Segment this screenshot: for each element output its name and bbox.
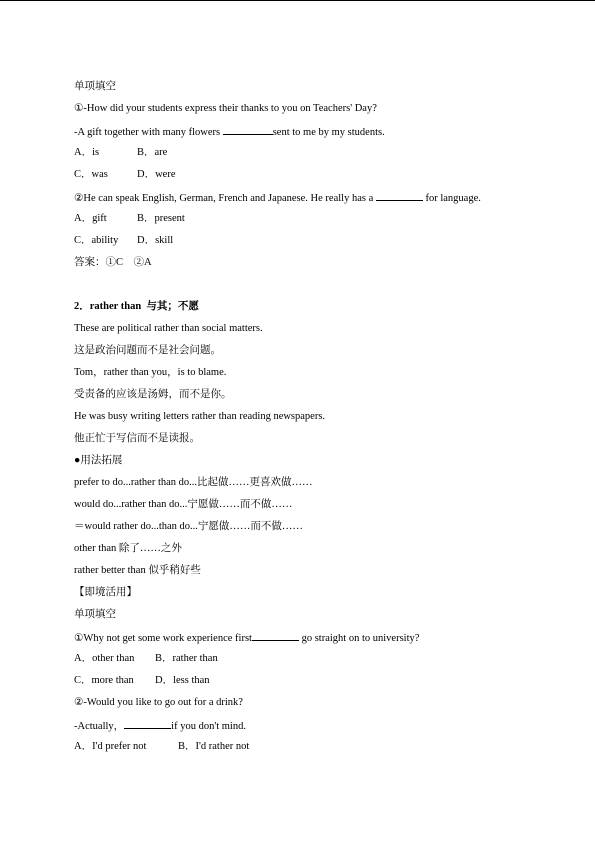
usage-item: rather better than 似乎稍好些 bbox=[74, 565, 201, 576]
option-d: D．were bbox=[137, 169, 176, 180]
usage-item: other than 除了……之外 bbox=[74, 543, 182, 554]
example-sentence: These are political rather than social matters. bbox=[74, 323, 263, 334]
option-b: B．present bbox=[137, 213, 185, 224]
section-heading: 单项填空 bbox=[74, 81, 116, 92]
example-translation: 这是政治问题而不是社会问题。 bbox=[74, 345, 221, 356]
question-1-stem bbox=[74, 102, 377, 115]
usage-item: prefer to do...rather than do...比起做……更喜欢做…… bbox=[74, 477, 313, 488]
answer-blank bbox=[252, 630, 299, 641]
exercise-heading: 单项填空 bbox=[74, 609, 116, 620]
option-a: A．gift bbox=[74, 213, 107, 224]
question-text: -How did your students express their thanks to you on Teachers' Day? bbox=[83, 103, 377, 114]
option-d: D．less than bbox=[155, 675, 210, 686]
option-a: A．I'd prefer not bbox=[74, 741, 147, 752]
exercise-question-2-stem: ②-Would you like to go out for a drink? bbox=[74, 697, 243, 708]
example-translation: 他正忙于写信而不是读报。 bbox=[74, 433, 200, 444]
question-number: ① bbox=[74, 103, 84, 114]
question-number: ② bbox=[74, 193, 84, 204]
practice-heading: 【即境活用】 bbox=[74, 587, 137, 598]
option-c: C．ability bbox=[74, 235, 119, 246]
exercise-question-2-answer-line: -Actually， if you don't mind. bbox=[74, 718, 246, 733]
section-title: 2．rather than 与其；不愿 bbox=[74, 301, 199, 312]
usage-heading: ●用法拓展 bbox=[74, 455, 123, 466]
example-translation: 受责备的应该是汤姆，而不是你。 bbox=[74, 389, 232, 400]
exercise-question-1-stem: ①Why not get some work experience first go straight on to university? bbox=[74, 630, 419, 645]
option-a: A．other than bbox=[74, 653, 135, 664]
example-sentence: Tom，rather than you，is to blame. bbox=[74, 367, 227, 378]
option-c: C．more than bbox=[74, 675, 134, 686]
option-a: A．is bbox=[74, 147, 100, 158]
option-b: B．rather than bbox=[155, 653, 218, 664]
question-2-stem: ②He can speak English, German, French and Japanese. He really has a for language. bbox=[74, 190, 481, 205]
usage-item: would do...rather than do...宁愿做……而不做…… bbox=[74, 499, 293, 510]
answer-key: 答案：①C ②A bbox=[74, 257, 152, 268]
question-1-answer-line: -A gift together with many flowers sent to me by my students. bbox=[74, 124, 385, 139]
option-b: B．are bbox=[137, 147, 168, 158]
example-sentence: He was busy writing letters rather than reading newspapers. bbox=[74, 411, 326, 422]
option-d: D．skill bbox=[137, 235, 174, 246]
answer-blank bbox=[223, 124, 273, 135]
answer-blank bbox=[124, 718, 171, 729]
page-top-rule bbox=[0, 0, 595, 1]
option-c: C．was bbox=[74, 169, 108, 180]
usage-item: ＝would rather do...than do...宁愿做……而不做…… bbox=[74, 521, 303, 532]
option-b: B．I'd rather not bbox=[178, 741, 250, 752]
answer-blank bbox=[376, 190, 423, 201]
